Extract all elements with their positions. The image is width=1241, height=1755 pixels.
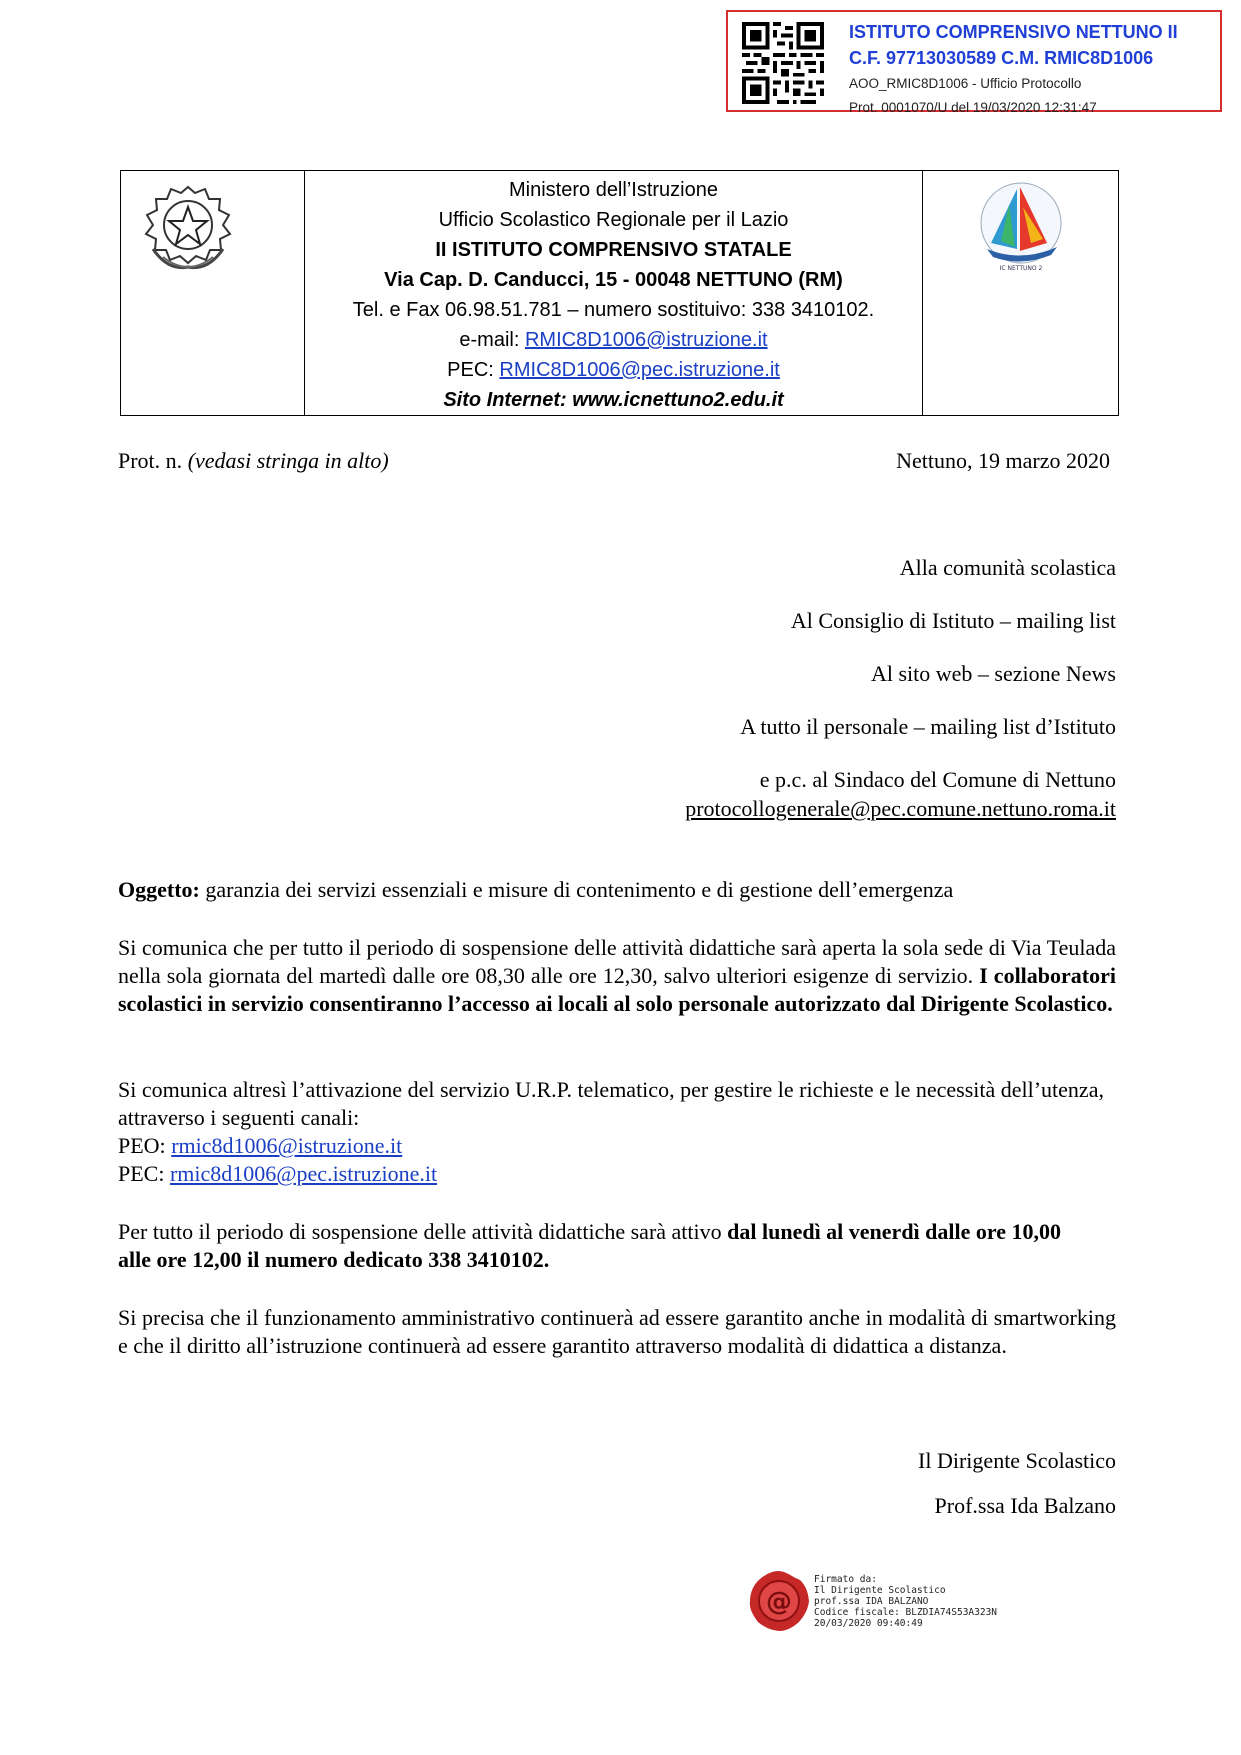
digital-signature-details (814, 1574, 997, 1629)
paragraph-phone-service-text: Per tutto il periodo di sospensione delle attività didattiche sarà attivo (118, 1219, 728, 1244)
school-name: II ISTITUTO COMPRENSIVO STATALE (435, 239, 792, 261)
qr-code-icon (742, 22, 824, 104)
svg-text:IC NETTUNO 2: IC NETTUNO 2 (999, 265, 1043, 272)
digital-signature-line-5: 20/03/2020 09:40:49 (814, 1618, 923, 1629)
letterhead-text (305, 171, 922, 419)
ministry-name: Ministero dell’Istruzione (509, 179, 718, 201)
signature-name: Prof.ssa Ida Balzano (934, 1493, 1116, 1518)
school-phone: Tel. e Fax 06.98.51.781 – numero sostituivo: 338 3410102. (352, 299, 875, 321)
peo-label: PEO: (118, 1133, 172, 1158)
paragraph-opening-hours-text: Si comunica che per tutto il periodo di sospensione delle attività didattiche sarà aperta la sola sede di Via Teulada nella sola giornata del martedì dalle ore 08,30 alle ore 12,30, salvo ulteriori esigenze di servizio. (118, 935, 1116, 988)
paragraph-opening-hours-bold: I collaboratori scolastici in servizio consentiranno l’accesso ai locali al solo personale autorizzato dal Dirigente Scolastico. (118, 963, 1116, 1016)
digital-signature-line-1: Firmato da: (814, 1574, 877, 1585)
place-date: Nettuno, 19 marzo 2020 (896, 448, 1110, 473)
protocol-label: Prot. n. (118, 448, 188, 473)
recipient-email[interactable]: protocollogenerale@pec.comune.nettuno.roma.it (685, 796, 1116, 821)
subject-line (118, 876, 1116, 904)
signature-role: Il Dirigente Scolastico (918, 1448, 1116, 1473)
pec-label: PEC: (118, 1161, 170, 1186)
digital-signature-line-3: prof.ssa IDA BALZANO (814, 1596, 929, 1607)
letterhead-right-cell (922, 171, 1118, 415)
paragraph-urp (118, 1076, 1116, 1188)
recipient-2: Al Consiglio di Istituto – mailing list (790, 608, 1116, 633)
protocol-stamp (726, 10, 1222, 115)
school-address: Via Cap. D. Canducci, 15 - 00048 NETTUNO (RM) (384, 269, 843, 291)
school-logo-icon (971, 177, 1071, 277)
subject-text: garanzia dei servizi essenziali e misure di contenimento e di gestione dell’emergenza (199, 877, 954, 902)
email-label: e-mail: (459, 329, 525, 351)
stamp-office: AOO_RMIC8D1006 - Ufficio Protocollo (849, 76, 1082, 91)
subject-label: Oggetto: (118, 877, 200, 902)
pec-email-link[interactable]: rmic8d1006@pec.istruzione.it (169, 1161, 438, 1186)
digital-signature-line-2: Il Dirigente Scolastico (814, 1585, 946, 1596)
regional-office: Ufficio Scolastico Regionale per il Lazio (438, 209, 789, 231)
recipient-1: Alla comunità scolastica (899, 555, 1116, 580)
paragraph-opening-hours (118, 934, 1116, 1018)
paragraph-smartworking: Si precisa che il funzionamento amministrativo continuerà ad essere garantito anche in modalità di smartworking e che il diritto all’istruzione continuerà ad essere garantito attraverso modalità di didattica a distanza. (118, 1305, 1116, 1358)
letterhead-left-cell (121, 171, 305, 415)
letterhead-table (120, 170, 1119, 416)
peo-email-link[interactable]: rmic8d1006@istruzione.it (171, 1133, 403, 1158)
school-website: Sito Internet: www.icnettuno2.edu.it (443, 389, 784, 411)
svg-text:@: @ (766, 1587, 792, 1617)
protocol-note: (vedasi stringa in alto) (187, 448, 389, 473)
paragraph-phone-service-bold: dal lunedì al venerdì dalle ore 10,00 alle ore 12,00 il numero dedicato 338 3410102. (118, 1219, 1062, 1272)
digital-signature-line-4: Codice fiscale: BLZDIA74S53A323N (814, 1607, 998, 1618)
recipient-4: A tutto il personale – mailing list d’Istituto (740, 714, 1116, 739)
stamp-codes: C.F. 97713030589 C.M. RMIC8D1006 (849, 48, 1154, 68)
recipient-5: e p.c. al Sindaco del Comune di Nettuno (759, 767, 1116, 792)
school-email-link[interactable]: RMIC8D1006@istruzione.it (524, 329, 768, 351)
stamp-institute: ISTITUTO COMPRENSIVO NETTUNO II (849, 22, 1178, 42)
school-pec-link[interactable]: RMIC8D1006@pec.istruzione.it (499, 359, 780, 381)
digital-signature-seal-icon (746, 1568, 812, 1634)
paragraph-phone-service (118, 1218, 1088, 1274)
school-email-line (305, 325, 922, 355)
paragraph-urp-text: Si comunica altresì l’attivazione del servizio U.R.P. telematico, per gestire le richieste e le necessità dell’utenza, attraverso i seguenti canali: (118, 1077, 1104, 1130)
pec-label: PEC: (447, 359, 500, 381)
school-pec-line (305, 355, 922, 385)
recipient-3: Al sito web – sezione News (870, 661, 1116, 686)
urp-peo-line (118, 1132, 1116, 1160)
urp-pec-line (118, 1160, 1116, 1188)
stamp-protocol: Prot. 0001070/U del 19/03/2020 12:31:47 (849, 100, 1097, 115)
italian-republic-emblem-icon (133, 179, 243, 279)
